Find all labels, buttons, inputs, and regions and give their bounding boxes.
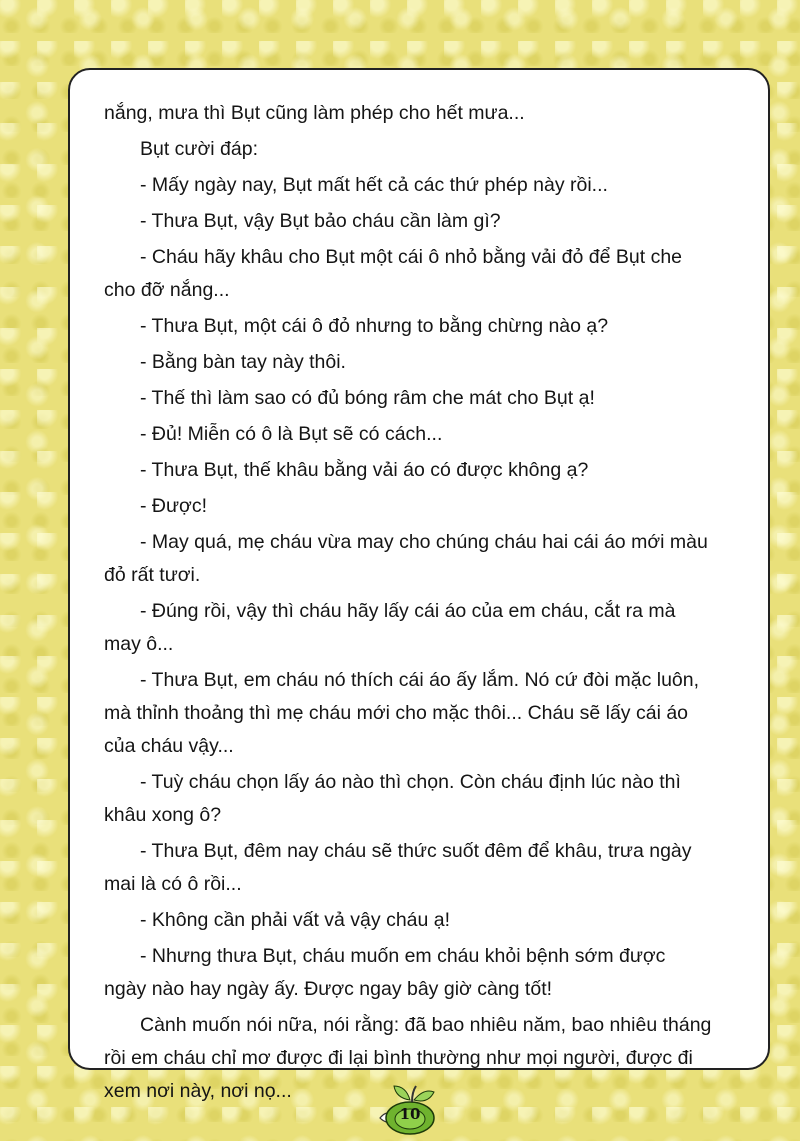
page-number-badge — [370, 1078, 440, 1136]
paragraph: - Cháu hãy khâu cho Bụt một cái ô nhỏ bằng vải đỏ để Bụt che cho đỡ nắng... — [104, 246, 683, 301]
paragraph: - May quá, mẹ cháu vừa may cho chúng cháu hai cái áo mới màu đỏ rất tươi. — [104, 531, 708, 586]
paragraph: - Đủ! Miễn có ô là Bụt sẽ có cách... — [140, 423, 443, 445]
paragraph: - Thế thì làm sao có đủ bóng râm che mát cho Bụt ạ! — [140, 387, 595, 409]
paragraph: - Tuỳ cháu chọn lấy áo nào thì chọn. Còn cháu định lúc nào thì khâu xong ô? — [104, 771, 681, 826]
paragraph: - Bằng bàn tay này thôi. — [140, 351, 346, 373]
paragraph: - Không cần phải vất vả vậy cháu ạ! — [140, 909, 451, 931]
paragraph: - Đúng rồi, vậy thì cháu hãy lấy cái áo của em cháu, cắt ra mà may ô... — [104, 600, 676, 655]
paragraph: Bụt cười đáp: — [140, 138, 258, 160]
paragraph: - Thưa Bụt, em cháu nó thích cái áo ấy lắm. Nó cứ đòi mặc luôn, mà thỉnh thoảng thì mẹ cháu mới cho mặc thôi... Cháu sẽ lấy cái áo của cháu vậy... — [104, 669, 700, 757]
paragraph: Cành muốn nói nữa, nói rằng: đã bao nhiêu năm, bao nhiêu tháng rồi em cháu chỉ mơ được đi lại bình thường như mọi người, được đi xem nơi này, nơi nọ... — [104, 1014, 712, 1102]
story-text — [104, 97, 712, 1111]
paragraph: - Thưa Bụt, đêm nay cháu sẽ thức suốt đêm để khâu, trưa ngày mai là có ô rồi... — [104, 840, 692, 895]
page-number: 10 — [399, 1105, 421, 1123]
paragraph: - Nhưng thưa Bụt, cháu muốn em cháu khỏi bệnh sớm được ngày nào hay ngày ấy. Được ngay bây giờ càng tốt! — [104, 945, 666, 1000]
paragraph: - Thưa Bụt, thế khâu bằng vải áo có được không ạ? — [140, 459, 589, 481]
paragraph: - Được! — [140, 495, 208, 517]
paragraph: nắng, mưa thì Bụt cũng làm phép cho hết mưa... — [104, 102, 525, 124]
paragraph: - Mấy ngày nay, Bụt mất hết cả các thứ phép này rồi... — [140, 174, 608, 196]
paragraph: - Thưa Bụt, một cái ô đỏ nhưng to bằng chừng nào ạ? — [140, 315, 609, 337]
paragraph: - Thưa Bụt, vậy Bụt bảo cháu cần làm gì? — [140, 210, 501, 232]
